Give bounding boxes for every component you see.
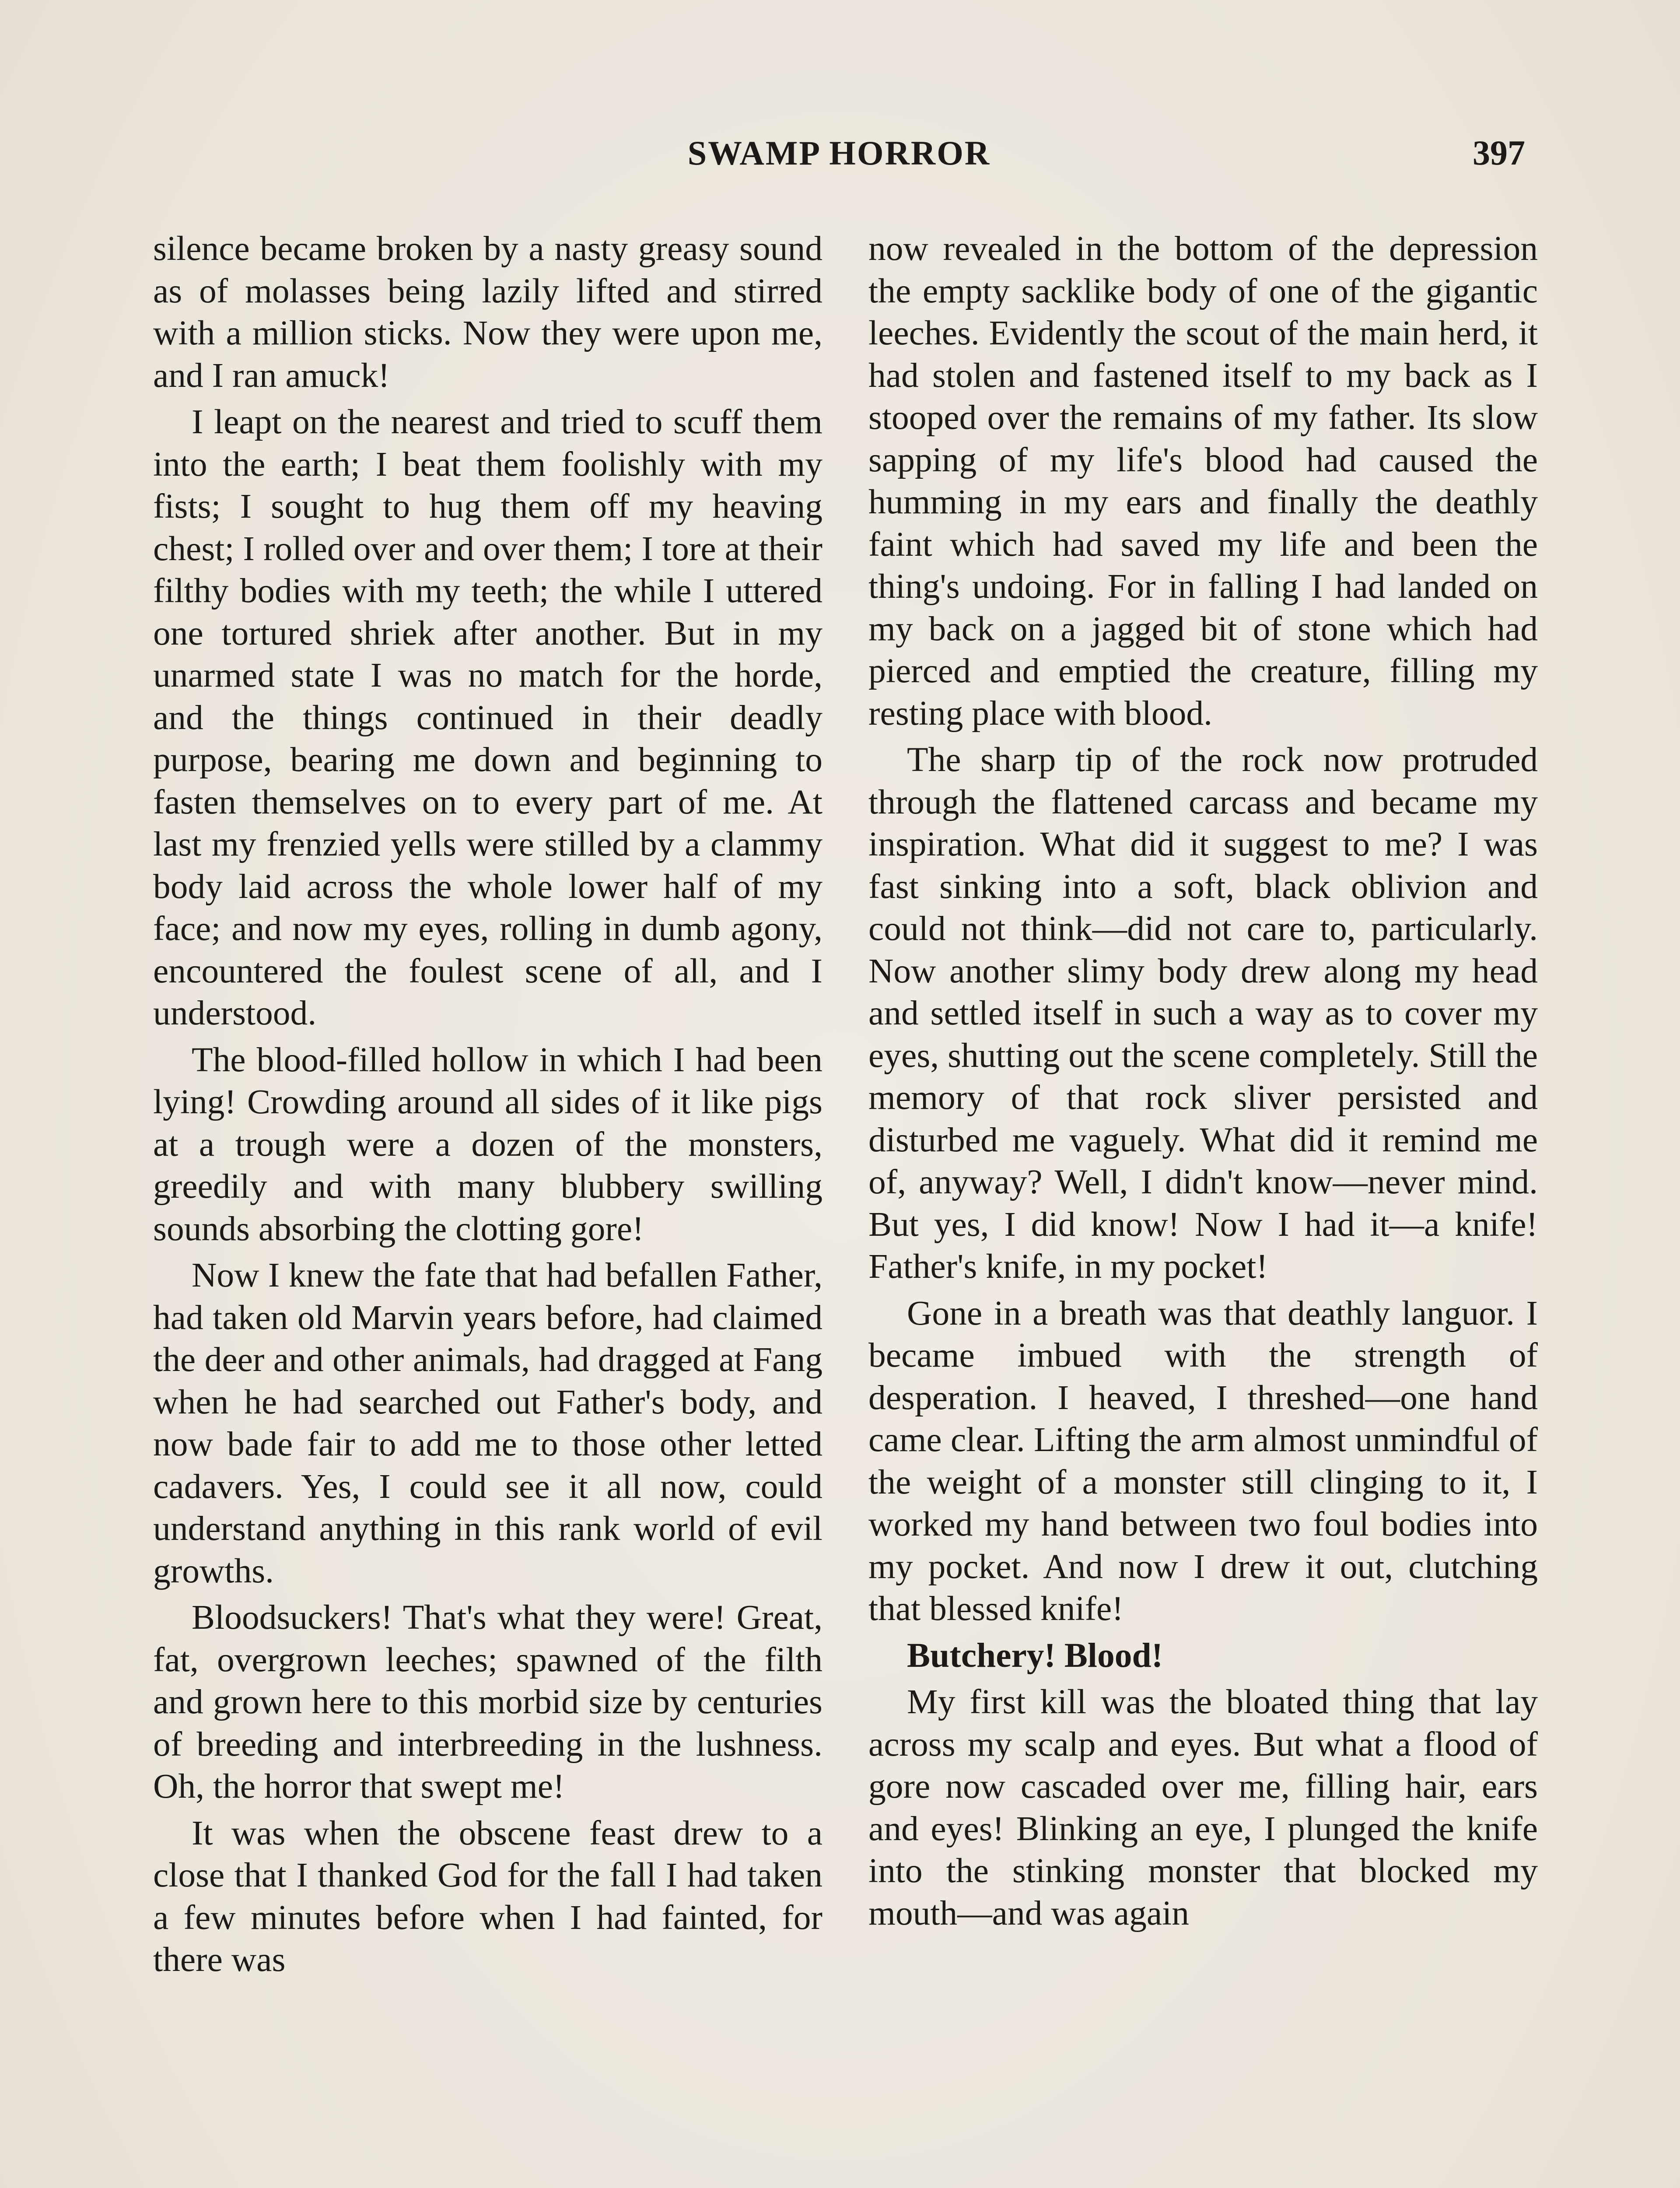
paragraph: The blood-filled hollow in which I had been lying! Crowding around all sides of it like pigs at a trough were a dozen of the monsters, greedily and with many blubbery swilling sounds absorbing the clotting gore! <box>153 1040 822 1248</box>
running-header <box>153 133 1525 182</box>
left-column <box>153 228 822 1985</box>
running-title: SWAMP HORROR <box>687 134 991 172</box>
paragraph: My first kill was the bloated thing that lay across my scalp and eyes. But what a flood of gore now cascaded over me, filling hair, ears and eyes! Blinking an eye, I plunged the knife into the stinking monster that blocked my mouth—and was again <box>868 1683 1538 1932</box>
page-number: 397 <box>1473 134 1525 172</box>
paragraph: now revealed in the bottom of the depression the empty sacklike body of one of the gigantic leeches. Evidently the scout of the main herd, it had stolen and fastened itself to my back as I stooped over the remains of my father. Its slow sapping of my life's blood had caused the humming in my ears and finally the deathly faint which had saved my life and been the thing's undoing. For in falling I had landed on my back on a jagged bit of stone which had pierced and emptied the creature, filling my resting place with blood. <box>868 229 1538 733</box>
exclamation-line: Butchery! Blood! <box>907 1636 1163 1675</box>
paragraph: Bloodsuckers! That's what they were! Great, fat, overgrown leeches; spawned of the filth and grown here to this morbid size by centuries of breeding and interbreeding in the lushness. Oh, the horror that swept me! <box>153 1598 822 1806</box>
paragraph: Now I knew the fate that had befallen Father, had taken old Marvin years before, had claimed the deer and other animals, had dragged at Fang when he had searched out Father's body, and now bade fair to add me to those other letted cadavers. Yes, I could see it all now, could understand anything in this rank world of evil growths. <box>153 1256 822 1590</box>
paragraph: Gone in a breath was that deathly languor. I became imbued with the strength of desperation. I heaved, I threshed—one hand came clear. Lifting the arm almost unmindful of the weight of a monster still clinging to it, I worked my hand between two foul bodies into my pocket. And now I drew it out, clutching that blessed knife! <box>868 1294 1538 1628</box>
right-column <box>868 228 1538 1939</box>
paragraph: The sharp tip of the rock now protruded through the flattened carcass and became my inspiration. What did it suggest to me? I was fast sinking into a soft, black oblivion and could not think—did not care to, particularly. Now another slimy body drew along my head and settled itself in such a way as to cover my eyes, shutting out the scene completely. Still the memory of that rock sliver persisted and disturbed me vaguely. What did it remind me of, anyway? Well, I didn't know—never mind. But yes, I did know! Now I had it—a knife! Father's knife, in my pocket! <box>868 740 1538 1286</box>
paragraph: silence became broken by a nasty greasy sound as of molasses being lazily lifted and stirred with a million sticks. Now they were upon me, and I ran amuck! <box>153 229 822 395</box>
paragraph: I leapt on the nearest and tried to scuff them into the earth; I beat them foolishly with my fists; I sought to hug them off my heaving chest; I rolled over and over them; I tore at their filthy bodies with my teeth; the while I uttered one tortured shriek after another. But in my unarmed state I was no match for the horde, and the things continued in their deadly purpose, bearing me down and beginning to fasten themselves on to every part of me. At last my frenzied yells were stilled by a clammy body laid across the whole lower half of my face; and now my eyes, rolling in dumb agony, encountered the foulest scene of all, and I understood. <box>153 403 822 1032</box>
paragraph: It was when the obscene feast drew to a close that I thanked God for the fall I had taken a few minutes before when I had fainted, for there was <box>153 1813 822 1979</box>
